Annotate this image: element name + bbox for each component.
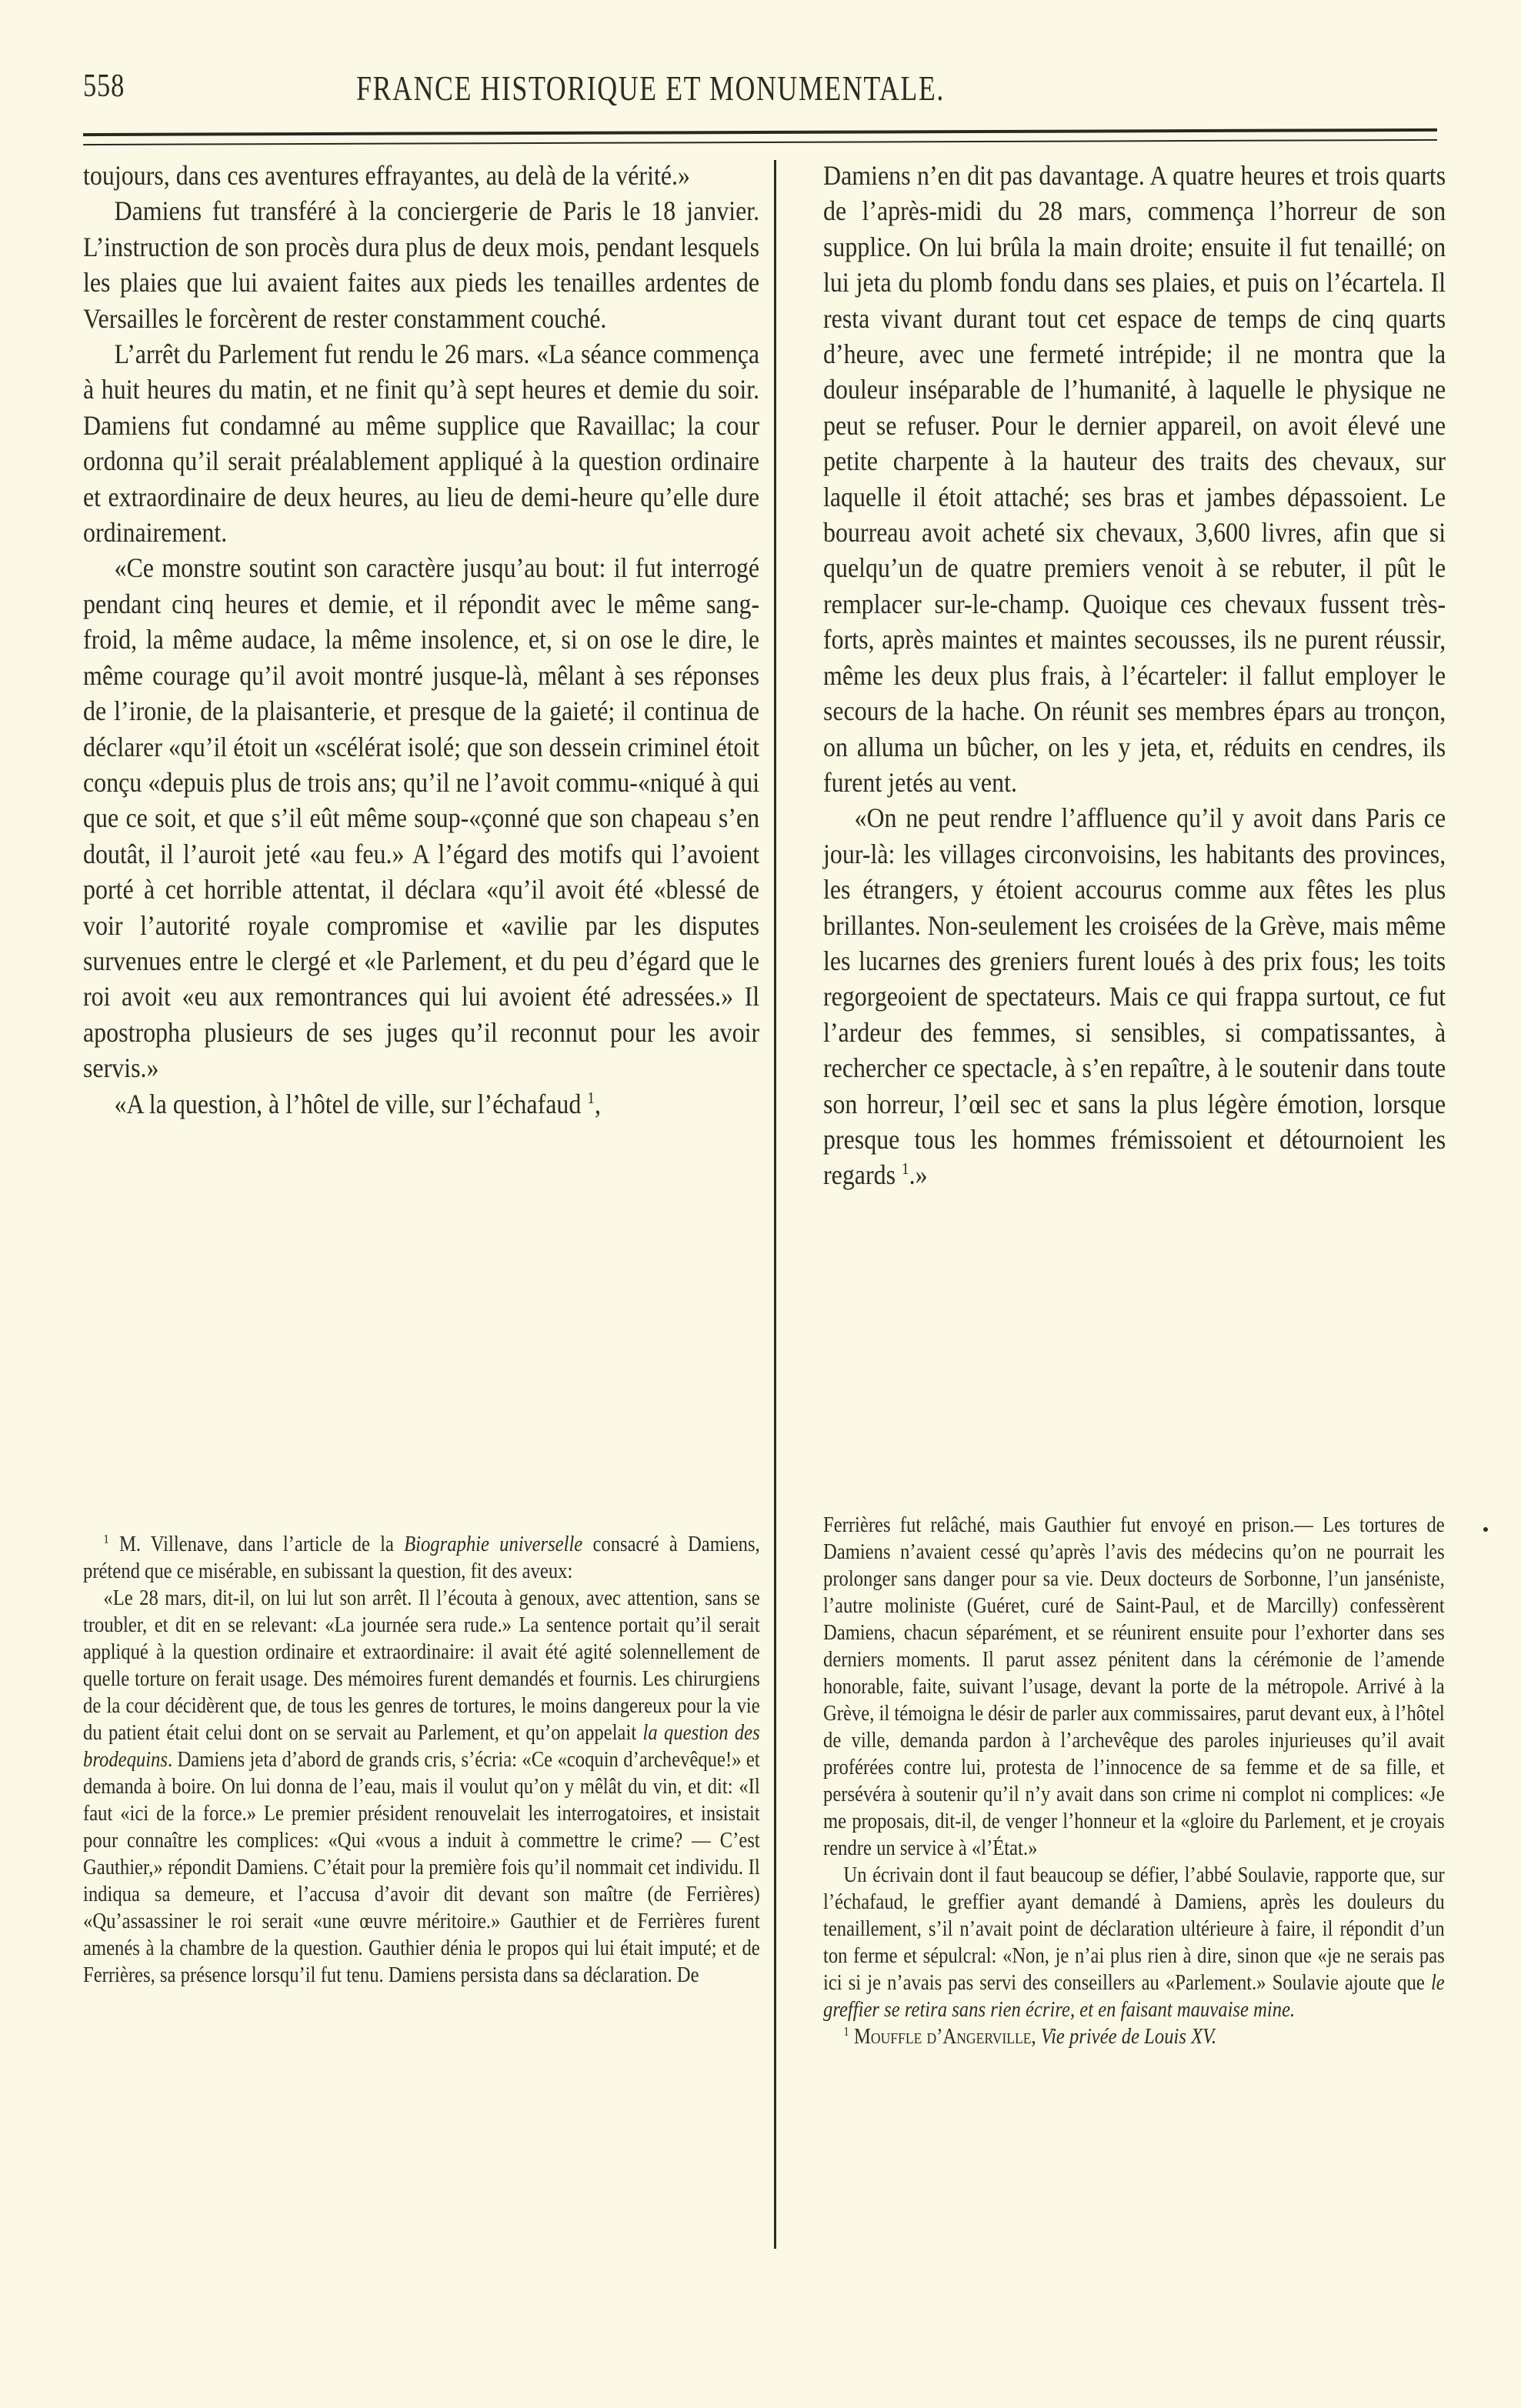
paragraph: L’arrêt du Parlement fut rendu le 26 mars. «La séance commença à huit heures du matin, et ne finit qu’à sept heures et demie du soir. Damiens fut condamné au même supplice que Ravaillac; la cour ordonna qu’il serait préalablement appliqué à la question ordinaire et extraordinaire de deux heures, au lieu de demi-heure qu’elle dure ordinairement. [83, 339, 760, 549]
running-title: FRANCE HISTORIQUE ET MONUMENTALE. [356, 68, 945, 108]
footnote [83, 1531, 760, 1585]
footnote [823, 1862, 1445, 2023]
book-title: Biographie universelle [404, 1533, 583, 1556]
page-header [83, 68, 1437, 114]
footnote-marker[interactable]: 1 [902, 1159, 909, 1179]
footnote-text: . Damiens jeta d’abord de grands cris, s’écria: «Ce «coquin d’archevêque!» et demanda à boire. On lui donna de l’eau, mais il voulut qu’on y mêlât du vin, et dit: «Il faut «ici de la force.» Le premier président renouvelait les interrogatoires, et insistait pour connaître les complices: «Qui «vous a induit à commettre le crime? — C’est Gauthier,» répondit Damiens. C’était pour la première fois qu’il nommait cet individu. Il indiqua sa demeure, et l’accusa d’avoir dit devant son maître (de Ferrières) «Qu’assassiner le roi serait «une œuvre méritoire.» Gauthier et de Ferrières furent amenés à la chambre de la question. Gauthier dénia le propos qui lui était imputé; et de Ferrières, sa présence lorsqu’il fut tenu. Damiens persista dans sa déclaration. De [83, 1748, 760, 1987]
paragraph-text: «On ne peut rendre l’affluence qu’il y avoit dans Paris ce jour-là: les villages circonvoisins, les habitants des provinces, les étrangers, y étoient accourus comme aux fêtes les plus brillantes. Non-seulement les croisées de la Grève, mais même les lucarnes des greniers furent loués à des prix fous; les toits regorgeoient de spectateurs. Mais ce qui frappa surtout, ce fut l’ardeur des femmes, si sensibles, si compatissantes, à rechercher ce spectacle, à s’en repaître, à le soutenir dans toute son horreur, l’œil sec et sans la plus légère émotion, lorsque presque tous les hommes frémissoient et détournoient les regards [823, 802, 1446, 1191]
paragraph-text: .» [909, 1159, 928, 1191]
citation-title: Vie privée de Louis XV. [1040, 2025, 1217, 2049]
paragraph: «Ce monstre soutint son caractère jusqu’au bout: il fut interrogé pendant cinq heures et demie, et il répondit avec le même sang-froid, la même audace, la même insolence, et, si on ose le dire, le même courage qu’il avoit montré jusque-là, mêlant à ses réponses de l’ironie, de la plaisanterie, et presque de la gaieté; il continua de déclarer «qu’il étoit un «scélérat isolé; que son dessein criminel étoit conçu «depuis plus de trois ans; qu’il ne l’avoit commu-«niqué à qui que ce soit, et que s’il eût même soup-«çonné que son chapeau s’en doutât, il l’auroit jeté «au feu.» A l’égard des motifs qui l’avoient porté à cet horrible attentat, il déclara «qu’il avoit été «blessé de voir l’autorité royale compromise et «avilie par les disputes survenues entre le clergé et «le Parlement, et du peu d’égard que le roi avoit «eu aux remontrances qui lui avoient été adressées.» Il apostropha plusieurs de ses juges qu’il reconnut pour les avoir servis.» [83, 552, 760, 1084]
footnote-text: consacré à Damiens, prétend que ce misérable, en subissant la question, fit des aveux: [83, 1533, 760, 1583]
italic-quote: le greffier se retira sans rien écrire, et en faisant mauvaise mine. [823, 1971, 1445, 2022]
citation-author: Mouffle d’Angerville [853, 2025, 1032, 2049]
paragraph: Damiens n’en dit pas davantage. A quatre heures et trois quarts de l’après-midi du 28 mars, commença l’horreur de son supplice. On lui brûla la main droite; ensuite il fut tenaillé; on lui jeta du plomb fondu dans ses plaies, et puis on l’écartela. Il resta vivant durant tout cet espace de temps de cinq quarts d’heure, avec une fermeté intrépide; il ne montra que la douleur inséparable de l’humanité, à laquelle le physique ne peut se refuser. Pour le dernier appareil, on avoit élevé une petite charpente à la hauteur des traits des chevaux, sur laquelle il étoit attaché; ses bras et jambes dépassoient. Le bourreau avoit acheté six chevaux, 3,600 livres, afin que si quelqu’un de quatre premiers venoit à se rebuter, il pût le remplacer sur-le-champ. Quoique ces chevaux fussent très-forts, après maintes et maintes secousses, ils ne purent réussir, même les deux plus frais, à l’écarteler: il fallut employer le secours de la hache. On réunit ses membres épars au tronçon, on alluma un bûcher, on les y jeta, et, réduits en cendres, ils furent jetés au vent. [823, 160, 1446, 798]
paragraph: toujours, dans ces aventures effrayantes, au delà de la vérité.» [83, 160, 690, 191]
left-column [83, 158, 760, 1122]
footnotes-right [823, 1512, 1445, 2050]
footnote-number: 1 [103, 1531, 109, 1546]
footnote: Ferrières fut relâché, mais Gauthier fut envoyé en prison.— Les tortures de Damiens n’avaient cessé qu’après l’avis des médecins qu’on ne pourrait les prolonger sans danger pour sa vie. Deux docteurs de Sorbonne, l’un janséniste, l’autre moliniste (Guéret, curé de Saint-Paul, et de Marcilly) confessèrent Damiens, chacun séparément, et se réunirent ensuite pour l’exhorter dans ses derniers moments. Il parut assez pénitent dans la cérémonie de l’amende honorable, faite, suivant l’usage, devant la porte de la métropole. Arrivé à la Grève, il témoigna le désir de parler aux commissaires, parut devant eux, à l’hôtel de ville, demanda pardon à l’archevêque des paroles injurieuses qu’il avait proférées contre lui, protesta de l’innocence de sa femme et de sa fille, et persévéra à soutenir qu’il n’y avait dans son crime ni complot ni complices: «Je me proposais, dit-il, de venger l’honneur et la «gloire du Parlement, et je croyais rendre un service à «l’État.» [823, 1513, 1445, 1860]
footnote-text: Un écrivain dont il faut beaucoup se défier, l’abbé Soulavie, rapporte que, sur l’échafaud, le greffier ayant demandé à Damiens, après les douleurs du tenaillement, s’il n’avait point de déclaration ultérieure à faire, il répondit d’un ton ferme et sépulcral: «Non, je n’ai plus rien à dire, sinon que «je ne serais pas ici si je n’avais pas servi des conseillers au «Parlement.» Soulavie ajoute que [823, 1863, 1445, 1995]
citation-separator: , [1031, 2025, 1036, 2049]
footnotes-left [83, 1531, 760, 1989]
footnote-text: «Le 28 mars, dit-il, on lui lut son arrêt. Il l’écouta à genoux, avec attention, sans se troubler, et dit en se relevant: «La journée sera rude.» La sentence portait qu’il serait appliqué à la question ordinaire et extraordinaire: il avait été agité solennellement de quelle torture on ferait usage. Des mémoires furent demandés et fournis. Les chirurgiens de la cour décidèrent que, de tous les genres de tortures, le moins dangereux pour la vie du patient était celui dont on se servait au Parlement, et qu’on appelait [83, 1586, 760, 1745]
citation-number: 1 [843, 2023, 849, 2039]
paragraph [823, 800, 1446, 1192]
paragraph-text: , [594, 1088, 601, 1119]
print-speck [1483, 1527, 1488, 1532]
paragraph [83, 1086, 759, 1122]
paragraph: Damiens fut transféré à la conciergerie de Paris le 18 janvier. L’instruction de son procès dura plus de deux mois, pendant lesquels les plaies que lui avaient faites aux pieds les tenailles ardentes de Versailles le forcèrent de rester constamment couché. [83, 195, 760, 334]
footnote [83, 1585, 760, 1989]
paragraph-text: «A la question, à l’hôtel de ville, sur l’échafaud [114, 1088, 582, 1119]
footnote-marker[interactable]: 1 [587, 1088, 595, 1107]
page-number: 558 [83, 68, 125, 104]
right-column [823, 158, 1446, 1193]
italic-term: la question des brodequins [83, 1721, 760, 1772]
header-rule [83, 128, 1437, 145]
citation [823, 2023, 1445, 2050]
column-divider [774, 160, 776, 2249]
footnote-text: M. Villenave, dans l’article de la [118, 1533, 394, 1556]
